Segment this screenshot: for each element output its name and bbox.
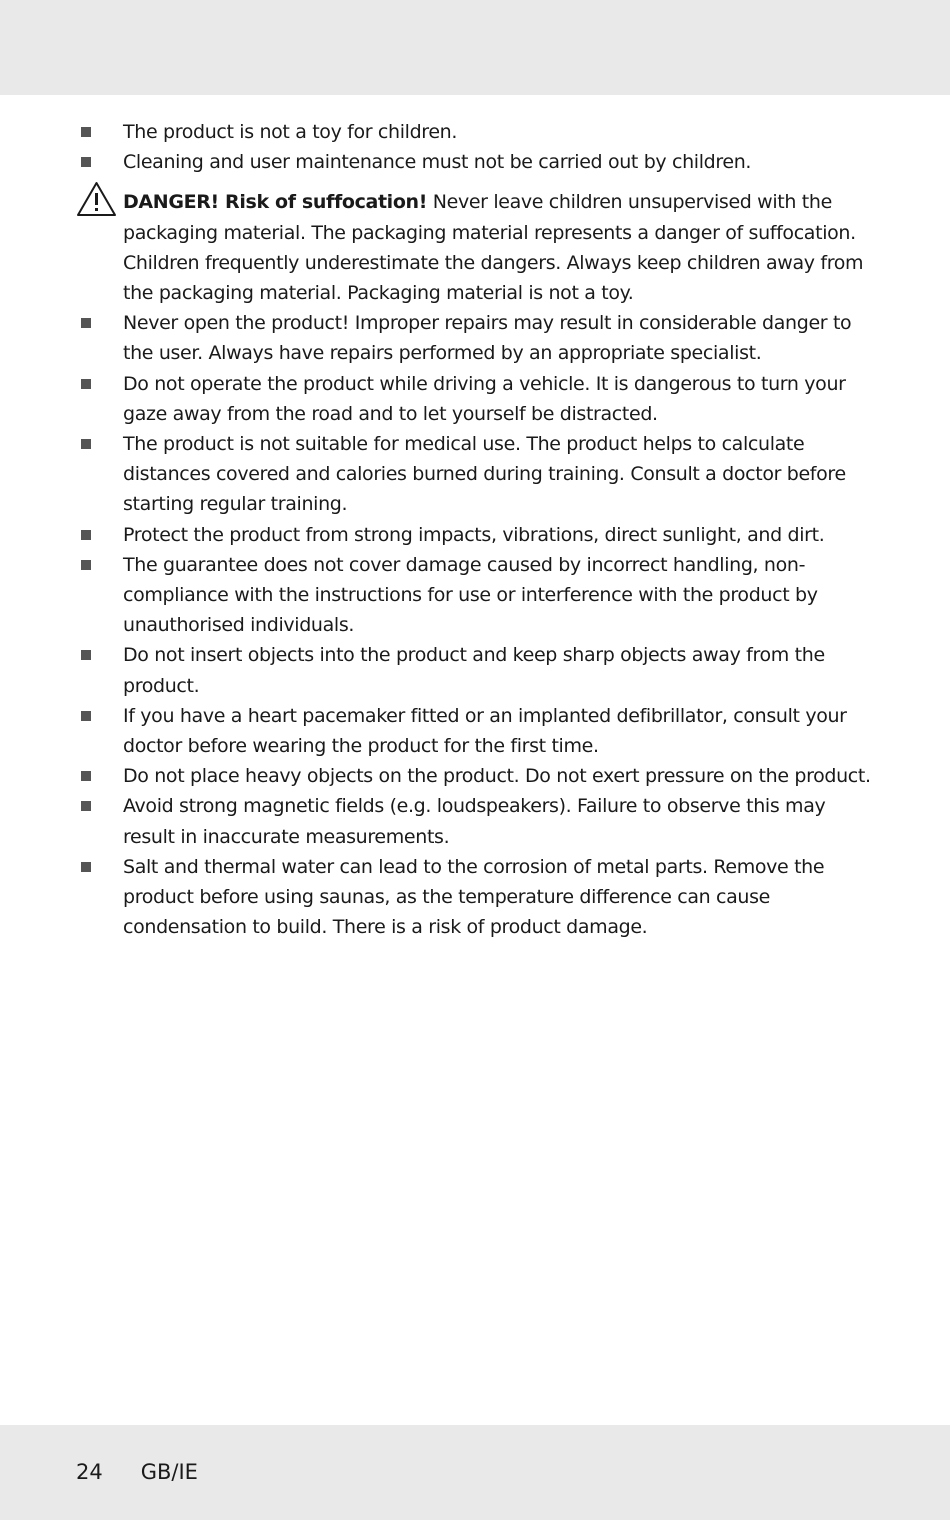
square-bullet-icon [81,560,91,570]
list-item [76,308,876,368]
list-item [76,852,876,943]
region-code: GB/IE [140,1460,198,1484]
list-item-text: Protect the product from strong impacts, vibrations, direct sunlight, and dirt. [123,523,825,546]
square-bullet-icon [81,862,91,872]
list-item [76,117,876,147]
list-item-text: Do not place heavy objects on the product. Do not exert pressure on the product. [123,765,871,788]
list-item [76,791,876,851]
list-item-text: Cleaning and user maintenance must not be carried out by children. [123,151,752,174]
list-item [76,701,876,761]
square-bullet-icon [81,157,91,167]
square-bullet-icon [81,318,91,328]
list-item-text: The product is not a toy for children. [123,121,458,143]
list-item [76,761,876,791]
page-footer [76,1457,198,1487]
list-item-text: Avoid strong magnetic fields (e.g. loudspeakers). Failure to observe this may result in inaccurate measurements. [123,795,826,848]
list-item [76,550,876,641]
danger-text: Never leave children unsupervised with the packaging material. The packaging material represents a danger of suffocation. Children frequently underestimate the dangers. Always keep children away from the packaging material. Packaging material is not a toy. [123,191,864,305]
page-header-band [0,0,950,95]
list-item-text: Never open the product! Improper repairs may result in considerable danger to the user. Always have repairs performed by an appropriate specialist. [123,312,852,365]
list-item [76,429,876,520]
list-item-text: The product is not suitable for medical use. The product helps to calculate distances covered and calories burned during training. Consult a doctor before starting regular training. [123,433,846,516]
square-bullet-icon [81,530,91,540]
list-item [76,640,876,700]
list-item-text: Do not operate the product while driving a vehicle. It is dangerous to turn your gaze away from the road and to let yourself be distracted. [123,372,846,425]
danger-warning [76,187,876,308]
page-number: 24 [76,1460,103,1484]
square-bullet-icon [81,127,91,137]
square-bullet-icon [81,650,91,660]
square-bullet-icon [81,379,91,389]
list-item-text: If you have a heart pacemaker fitted or an implanted defibrillator, consult your doctor before wearing the product for the first time. [123,704,847,758]
list-item-text: Do not insert objects into the product and keep sharp objects away from the product. [123,644,825,697]
square-bullet-icon [81,439,91,449]
square-bullet-icon [81,771,91,781]
warning-triangle-icon [76,181,117,217]
list-item [76,369,876,429]
square-bullet-icon [81,801,91,811]
safety-instructions-list [76,117,876,942]
list-item-text: Salt and thermal water can lead to the corrosion of metal parts. Remove the product before using saunas, as the temperature difference can cause condensation to build. There is a risk of product damage. [123,855,825,939]
list-item [76,520,876,550]
list-item [76,147,876,177]
list-item-text: The guarantee does not cover damage caused by incorrect handling, non-compliance with the instructions for use or interference with the product by unauthorised individuals. [123,553,818,637]
danger-heading: DANGER! Risk of suffocation! [123,191,428,214]
square-bullet-icon [81,711,91,721]
